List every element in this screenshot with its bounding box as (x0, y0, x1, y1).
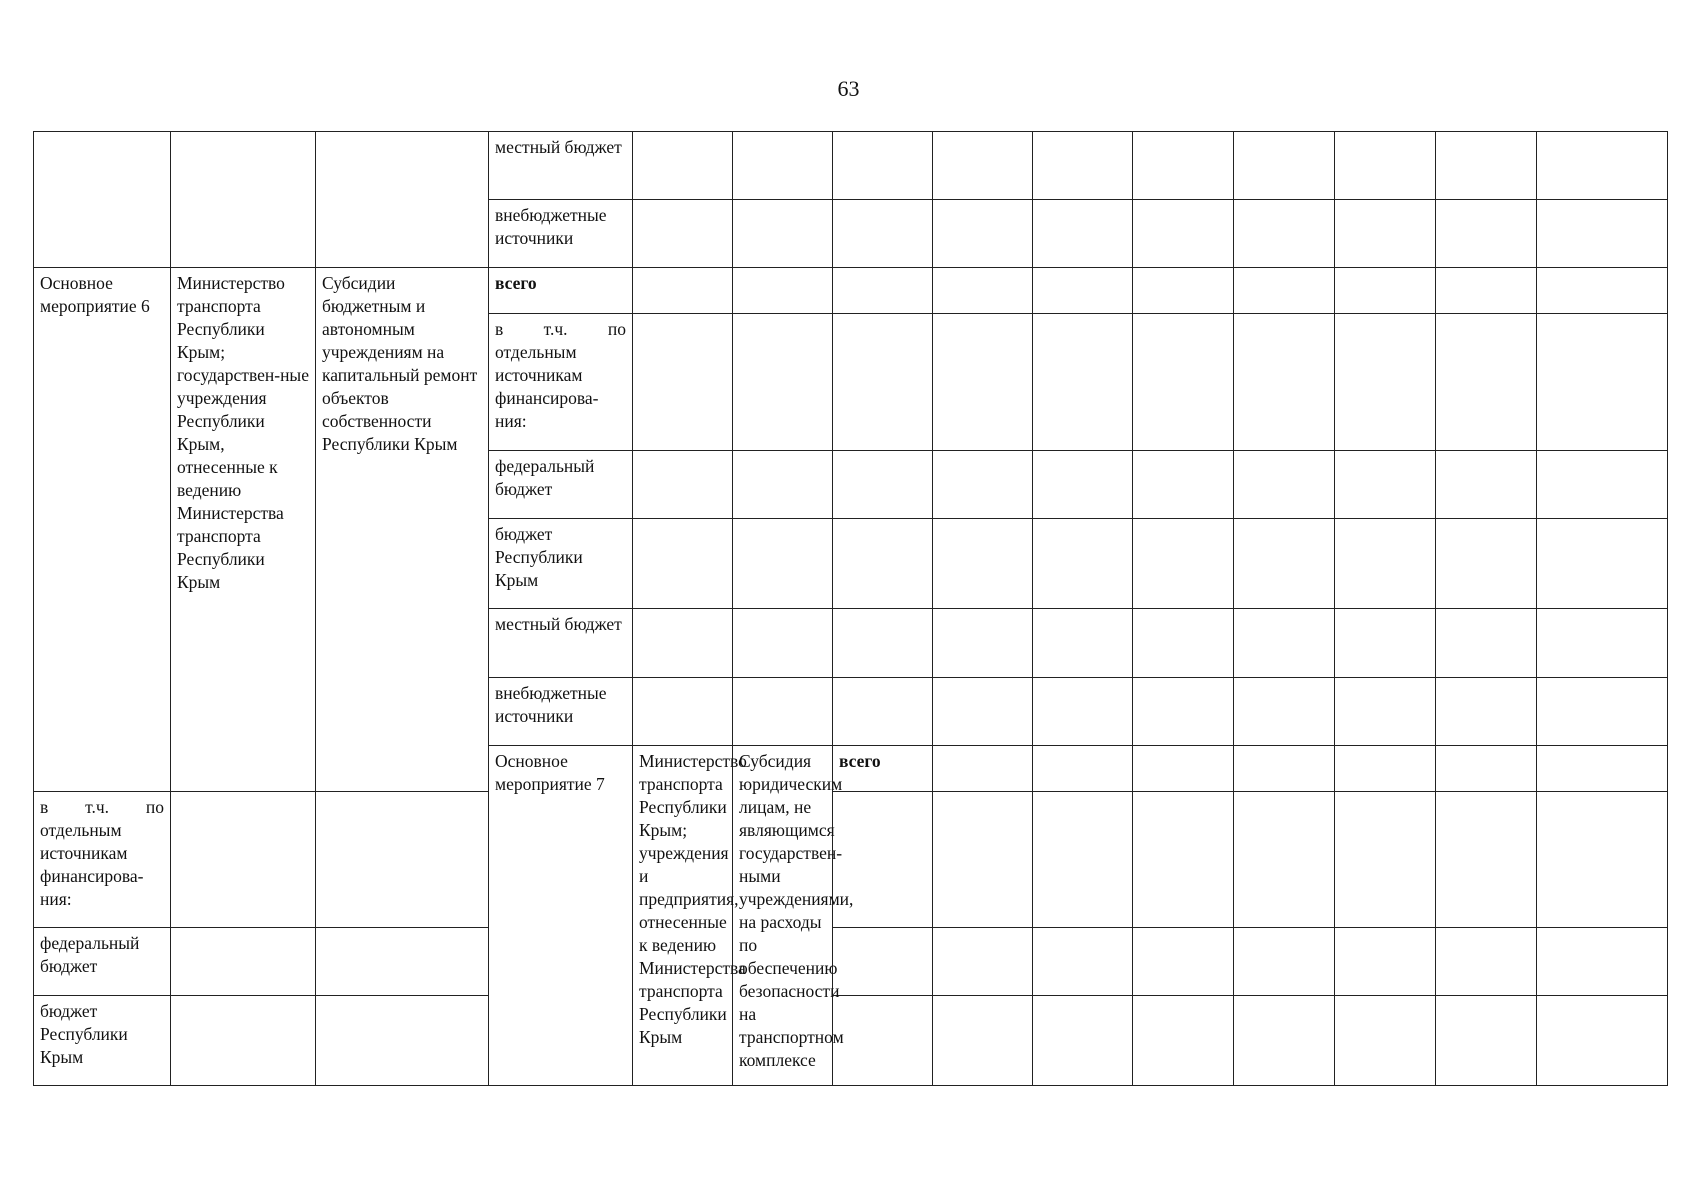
source-incl (34, 792, 171, 928)
table-row (34, 132, 1668, 200)
empty-value-cell (933, 746, 1033, 792)
empty-value-cell (1335, 200, 1436, 268)
empty-value-cell (1234, 746, 1335, 792)
empty-value-cell (733, 200, 833, 268)
empty-value-cell (316, 928, 489, 996)
empty-value-cell (1537, 132, 1668, 200)
empty-value-cell (833, 519, 933, 609)
empty-value-cell (1133, 609, 1234, 678)
empty-value-cell (1537, 314, 1668, 451)
empty-value-cell (1133, 519, 1234, 609)
source-incl-word: по (607, 319, 626, 339)
empty-value-cell (933, 996, 1033, 1086)
empty-value-cell (1436, 132, 1537, 200)
empty-value-cell (1133, 451, 1234, 519)
empty-value-cell (1033, 132, 1133, 200)
empty-value-cell (1335, 792, 1436, 928)
empty-value-cell (1537, 451, 1668, 519)
measure-name-cell: Основное мероприятие 7 (489, 746, 633, 1086)
description-cell (316, 132, 489, 268)
empty-value-cell (1133, 746, 1234, 792)
empty-value-cell (1335, 996, 1436, 1086)
empty-value-cell (1335, 132, 1436, 200)
empty-value-cell (1133, 268, 1234, 314)
empty-value-cell (933, 519, 1033, 609)
empty-value-cell (1537, 200, 1668, 268)
source-republic: бюджет Республики Крым (489, 519, 633, 609)
empty-value-cell (1033, 746, 1133, 792)
executor-cell (171, 132, 316, 268)
empty-value-cell (1537, 519, 1668, 609)
empty-value-cell (1537, 792, 1668, 928)
empty-value-cell (933, 132, 1033, 200)
empty-value-cell (1335, 451, 1436, 519)
empty-value-cell (1033, 268, 1133, 314)
executor-cell: Министерство транспорта Республики Крым; государствен-ные учреждения Республики Крым, отнесенные к ведению Министерства транспорта Республики Крым (171, 268, 316, 792)
source-extra: внебюджетные источники (489, 200, 633, 268)
empty-value-cell (733, 678, 833, 746)
empty-value-cell (1335, 928, 1436, 996)
budget-table (33, 131, 1668, 1086)
source-federal: федеральный бюджет (34, 928, 171, 996)
empty-value-cell (1436, 519, 1537, 609)
empty-value-cell (1133, 314, 1234, 451)
empty-value-cell (171, 928, 316, 996)
empty-value-cell (933, 200, 1033, 268)
description-cell: Субсидия юридическим лицам, не являющимся государствен-ными учреждениями, на расходы по обеспечению безопасности на транспортном комплексе (733, 746, 833, 1086)
empty-value-cell (833, 928, 933, 996)
empty-value-cell (1033, 678, 1133, 746)
empty-value-cell (1436, 314, 1537, 451)
empty-value-cell (1335, 746, 1436, 792)
source-federal: федеральный бюджет (489, 451, 633, 519)
empty-value-cell (733, 519, 833, 609)
source-incl-word: в (495, 319, 504, 339)
empty-value-cell (833, 678, 933, 746)
source-local: местный бюджет (489, 609, 633, 678)
description-cell: Субсидии бюджетным и автономным учреждениям на капитальный ремонт объектов собственности Республики Крым (316, 268, 489, 792)
empty-value-cell (1537, 678, 1668, 746)
empty-value-cell (733, 132, 833, 200)
empty-value-cell (1033, 996, 1133, 1086)
empty-value-cell (1537, 996, 1668, 1086)
table-row (34, 268, 1668, 314)
empty-value-cell (171, 996, 316, 1086)
measure-name-cell (34, 132, 171, 268)
empty-value-cell (633, 268, 733, 314)
empty-value-cell (833, 200, 933, 268)
source-incl-word: т.ч. (543, 319, 568, 339)
empty-value-cell (1436, 746, 1537, 792)
empty-value-cell (171, 792, 316, 928)
empty-value-cell (1436, 792, 1537, 928)
empty-value-cell (1234, 200, 1335, 268)
empty-value-cell (1133, 792, 1234, 928)
empty-value-cell (1234, 928, 1335, 996)
empty-value-cell (1234, 609, 1335, 678)
empty-value-cell (1537, 928, 1668, 996)
empty-value-cell (633, 200, 733, 268)
empty-value-cell (733, 268, 833, 314)
empty-value-cell (1436, 200, 1537, 268)
measure-name-cell: Основное мероприятие 6 (34, 268, 171, 792)
table-row (34, 996, 1668, 1086)
empty-value-cell (833, 451, 933, 519)
source-incl-word: в (40, 797, 49, 817)
empty-value-cell (316, 996, 489, 1086)
empty-value-cell (733, 609, 833, 678)
empty-value-cell (1436, 609, 1537, 678)
empty-value-cell (1234, 132, 1335, 200)
empty-value-cell (1033, 792, 1133, 928)
empty-value-cell (933, 268, 1033, 314)
empty-value-cell (1234, 314, 1335, 451)
empty-value-cell (933, 314, 1033, 451)
source-local: местный бюджет (489, 132, 633, 200)
empty-value-cell (1033, 200, 1133, 268)
empty-value-cell (1234, 268, 1335, 314)
empty-value-cell (1133, 678, 1234, 746)
empty-value-cell (1436, 928, 1537, 996)
page-number: 63 (837, 76, 860, 101)
empty-value-cell (833, 314, 933, 451)
empty-value-cell (1335, 678, 1436, 746)
empty-value-cell (316, 792, 489, 928)
empty-value-cell (1033, 519, 1133, 609)
empty-value-cell (933, 609, 1033, 678)
empty-value-cell (633, 132, 733, 200)
empty-value-cell (1335, 609, 1436, 678)
empty-value-cell (1033, 314, 1133, 451)
empty-value-cell (833, 268, 933, 314)
empty-value-cell (1436, 451, 1537, 519)
empty-value-cell (633, 519, 733, 609)
source-total: всего (489, 268, 633, 314)
empty-value-cell (1335, 519, 1436, 609)
empty-value-cell (633, 678, 733, 746)
empty-value-cell (1537, 746, 1668, 792)
empty-value-cell (1436, 996, 1537, 1086)
empty-value-cell (1133, 928, 1234, 996)
empty-value-cell (1133, 132, 1234, 200)
empty-value-cell (1234, 678, 1335, 746)
empty-value-cell (733, 314, 833, 451)
executor-cell: Министерство транспорта Республики Крым; учреждения и предприятия, отнесенные к ведению Министерства транспорта Республики Крым (633, 746, 733, 1086)
empty-value-cell (1133, 996, 1234, 1086)
empty-value-cell (933, 792, 1033, 928)
empty-value-cell (1537, 609, 1668, 678)
empty-value-cell (633, 451, 733, 519)
empty-value-cell (1335, 314, 1436, 451)
empty-value-cell (933, 928, 1033, 996)
source-republic: бюджет Республики Крым (34, 996, 171, 1086)
empty-value-cell (733, 451, 833, 519)
empty-value-cell (633, 609, 733, 678)
empty-value-cell (1537, 268, 1668, 314)
empty-value-cell (1234, 519, 1335, 609)
empty-value-cell (833, 609, 933, 678)
empty-value-cell (1234, 451, 1335, 519)
source-incl (489, 314, 633, 451)
source-incl-word: по (145, 797, 164, 817)
empty-value-cell (1133, 200, 1234, 268)
empty-value-cell (1033, 451, 1133, 519)
empty-value-cell (1033, 928, 1133, 996)
empty-value-cell (1436, 268, 1537, 314)
empty-value-cell (1234, 792, 1335, 928)
source-incl-word: т.ч. (85, 797, 110, 817)
empty-value-cell (1234, 996, 1335, 1086)
empty-value-cell (633, 314, 733, 451)
empty-value-cell (1335, 268, 1436, 314)
source-incl-rest: отдельным источникам финансирова-ния: (495, 342, 599, 431)
empty-value-cell (1436, 678, 1537, 746)
empty-value-cell (833, 996, 933, 1086)
empty-value-cell (833, 132, 933, 200)
source-incl-rest: отдельным источникам финансирова-ния: (40, 820, 144, 909)
table-row (34, 928, 1668, 996)
empty-value-cell (933, 678, 1033, 746)
source-extra: внебюджетные источники (489, 678, 633, 746)
empty-value-cell (1033, 609, 1133, 678)
empty-value-cell (933, 451, 1033, 519)
source-total: всего (833, 746, 933, 792)
